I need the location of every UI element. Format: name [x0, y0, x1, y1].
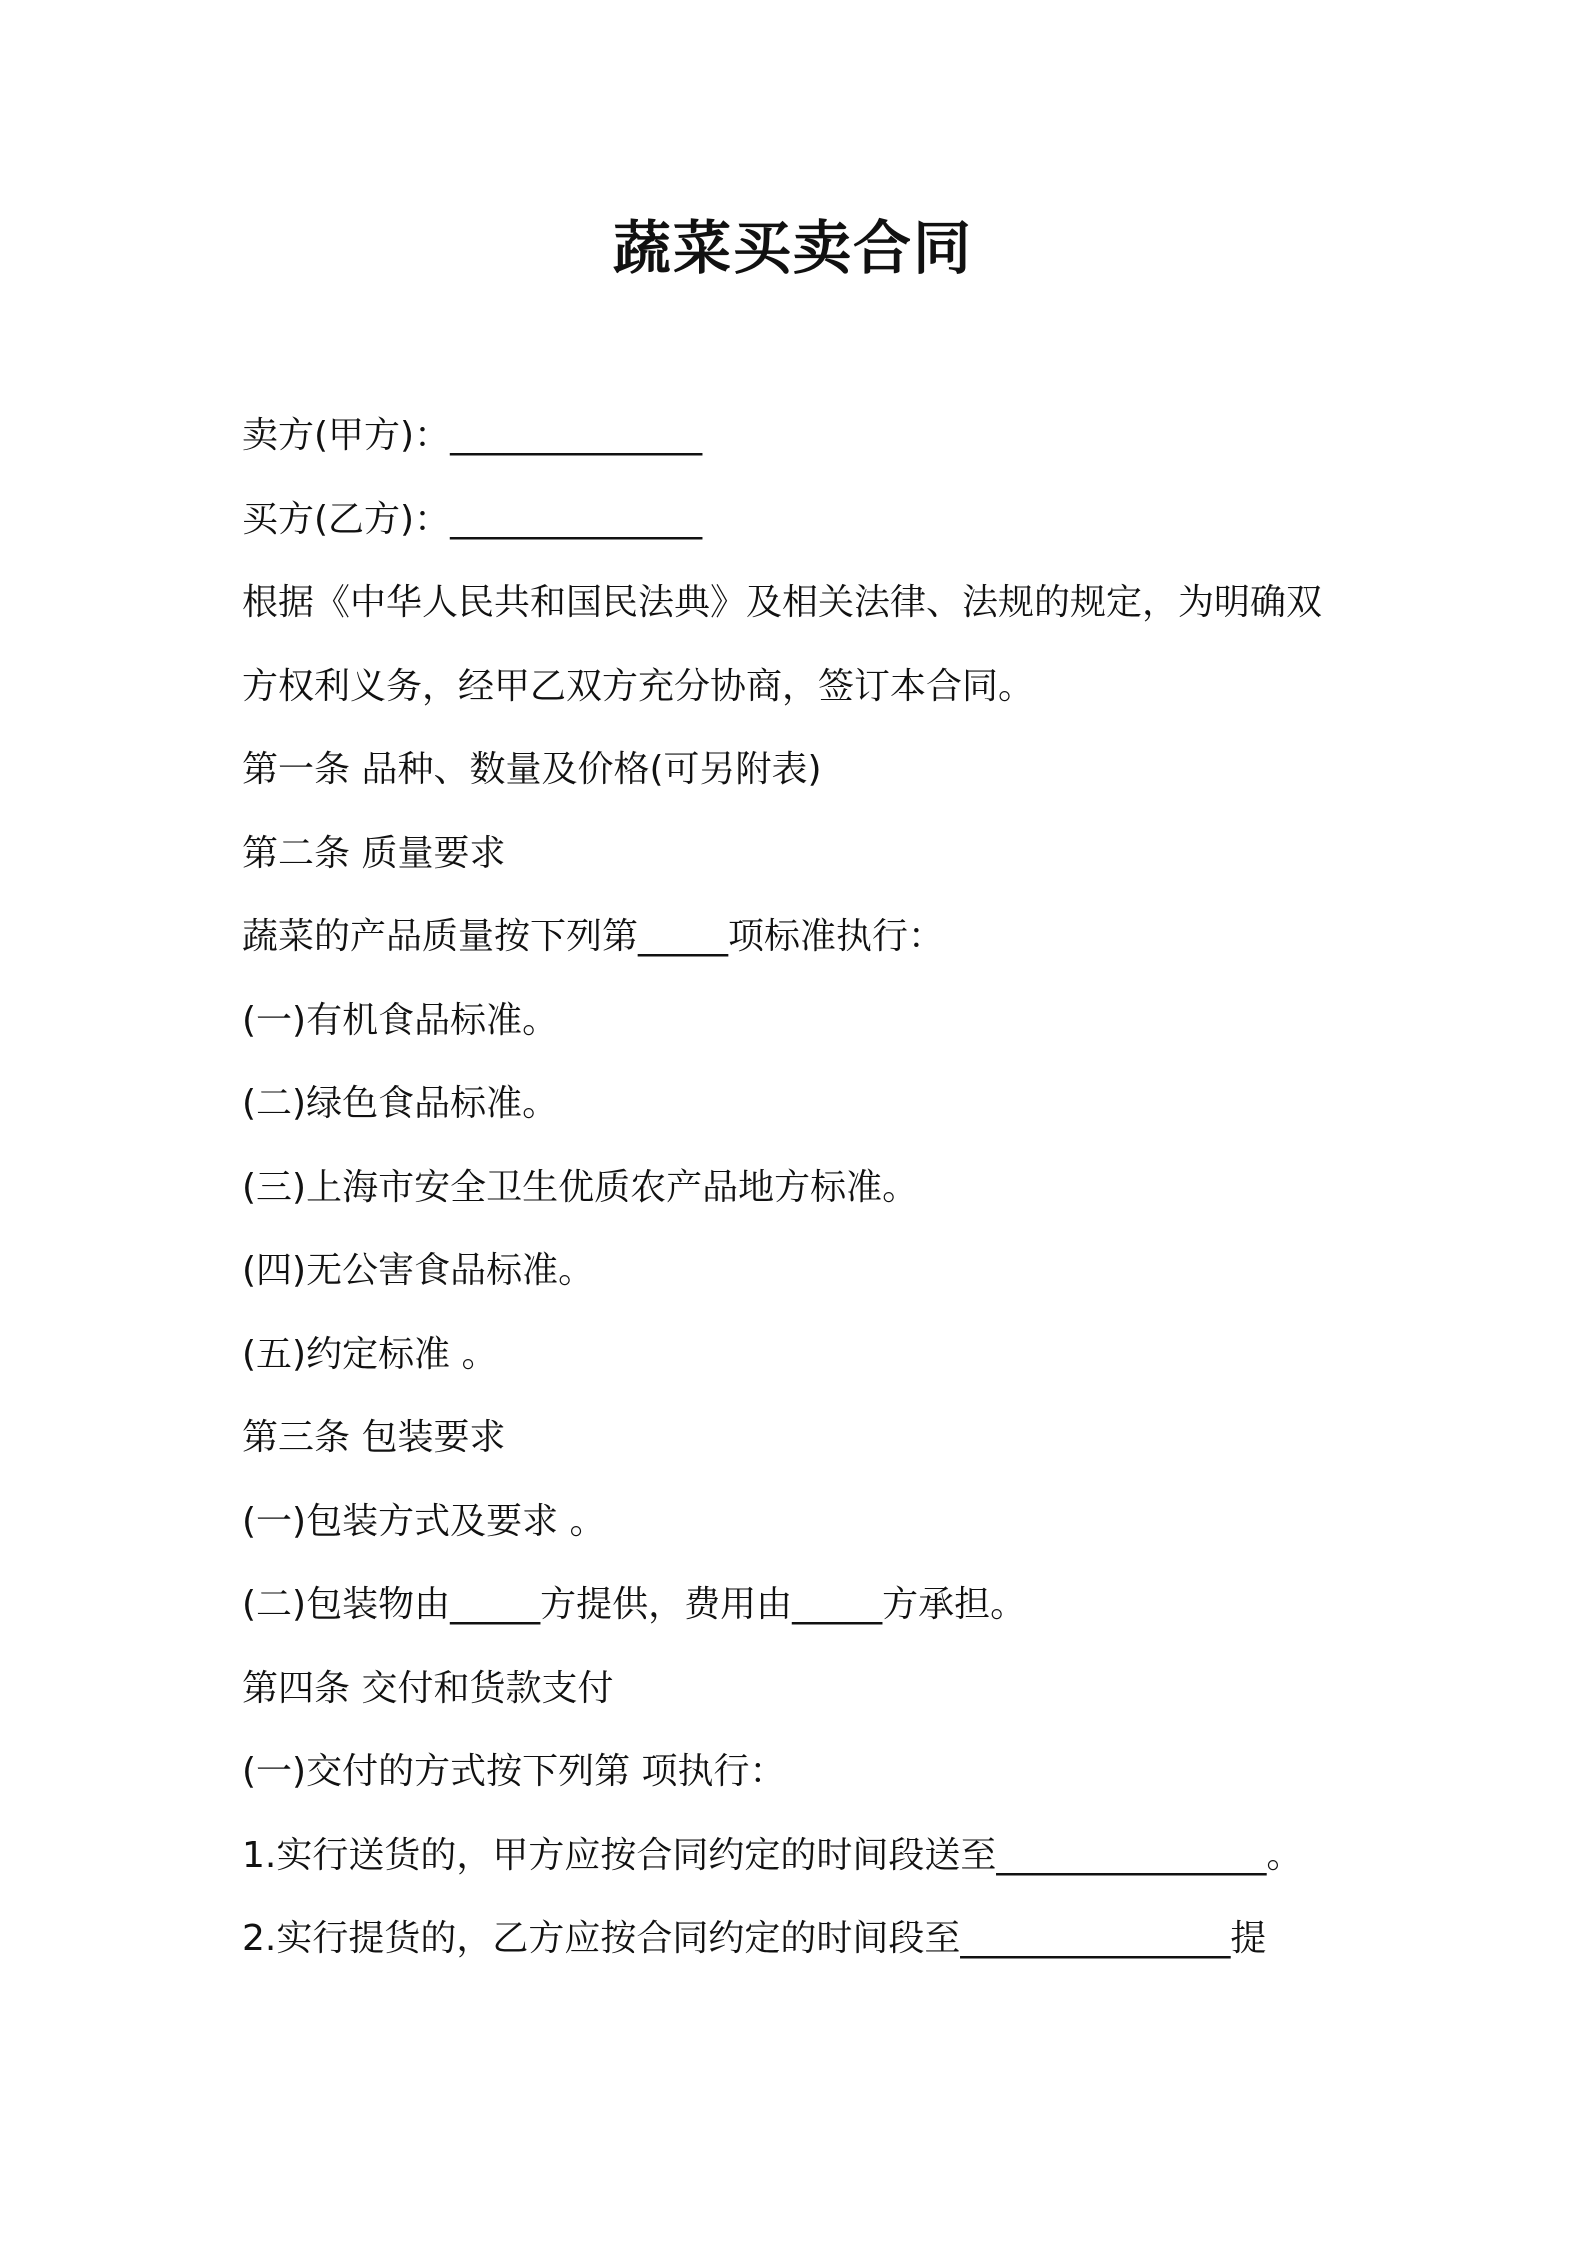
quality-item-2: (二)绿色食品标准。	[242, 1083, 559, 1124]
delivery-method-line: (一)交付的方式按下列第 项执行：	[242, 1751, 786, 1792]
delivery-option-2: 2.实行提货的，乙方应按合同约定的时间段至_______________提	[242, 1918, 1267, 1959]
buyer-party-line: 买方(乙方)：______________	[242, 498, 703, 540]
packaging-item-1: (一)包装方式及要求 。	[242, 1500, 606, 1542]
preamble-line-2: 方权利义务，经甲乙双方充分协商，签订本合同。	[242, 665, 1035, 707]
quality-item-1: (一)有机食品标准。	[242, 999, 559, 1041]
document-title: 蔬菜买卖合同	[612, 214, 973, 282]
quality-standard-line: 蔬菜的产品质量按下列第_____项标准执行：	[242, 916, 945, 957]
quality-item-3: (三)上海市安全卫生优质农产品地方标准。	[242, 1166, 919, 1208]
quality-item-5: (五)约定标准 。	[242, 1333, 498, 1375]
preamble-line-1: 根据《中华人民共和国民法典》及相关法律、法规的规定，为明确双	[242, 582, 1323, 623]
quality-item-4: (四)无公害食品标准。	[242, 1250, 595, 1291]
article-2-heading: 第二条 质量要求	[242, 832, 506, 874]
article-1-heading: 第一条 品种、数量及价格(可另附表)	[242, 749, 822, 790]
article-3-heading: 第三条 包装要求	[242, 1417, 506, 1458]
article-4-heading: 第四条 交付和货款支付	[242, 1667, 614, 1709]
packaging-item-2: (二)包装物由_____方提供，费用由_____方承担。	[242, 1584, 1027, 1625]
delivery-option-1: 1.实行送货的，甲方应按合同约定的时间段送至_______________。	[242, 1834, 1303, 1876]
seller-party-line: 卖方(甲方)：______________	[242, 415, 703, 456]
document-body	[242, 408, 1482, 1995]
